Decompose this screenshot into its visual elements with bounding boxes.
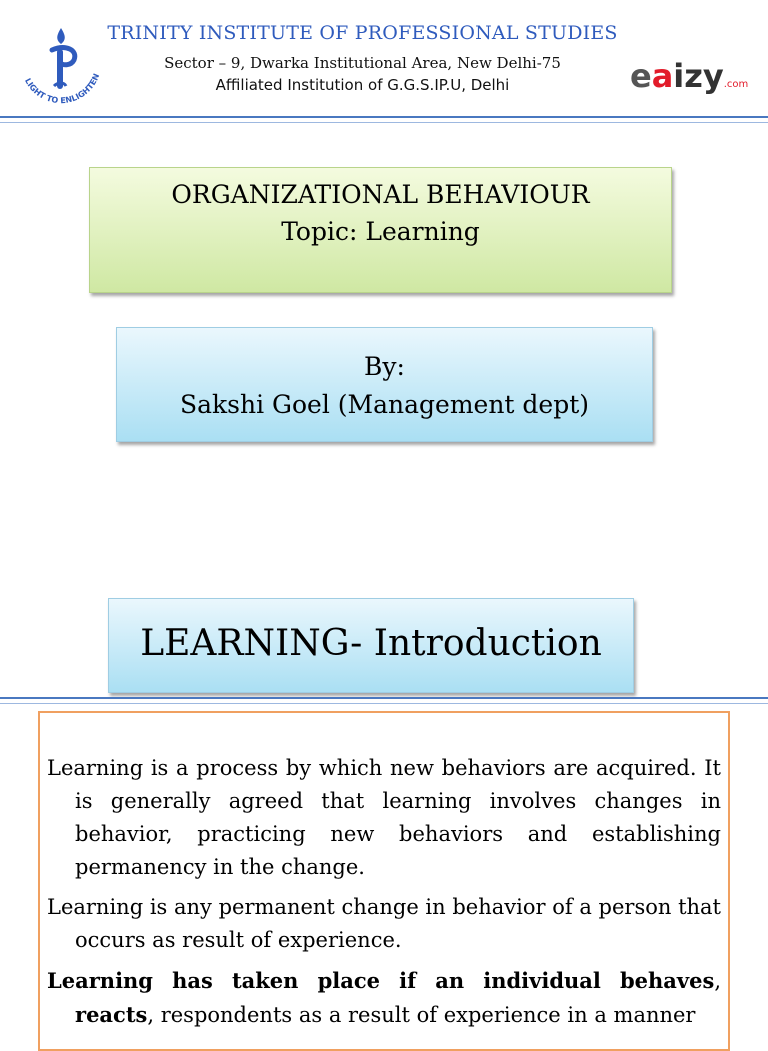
section-title-box: LEARNING- Introduction: [108, 598, 634, 693]
logo-tagline: LIGHT TO ENLIGHTEN: [22, 72, 102, 106]
slide-divider: [0, 697, 768, 704]
institute-header: [0, 0, 768, 118]
title-box: [89, 167, 672, 293]
paragraph-1: Learning is a process by which new behaviors are acquired. It is generally agreed that learning involves changes in behavior, practicing new behaviors and establishing permanency in the change.: [47, 756, 721, 879]
institute-affiliation: Affiliated Institution of G.G.S.IP.U, Delhi: [215, 76, 510, 94]
paragraph-3: Learning has taken place if an individual behaves, reacts, respondents as a result of experience in a manner: [47, 968, 721, 1027]
header-divider: [0, 116, 768, 123]
institute-logo: [16, 22, 106, 108]
institute-name: TRINITY INSTITUTE OF PROFESSIONAL STUDIES: [107, 22, 618, 44]
eaizy-logo: eaizy.com: [630, 57, 749, 95]
topic-title: Topic: Learning: [281, 217, 480, 246]
institute-address: Sector – 9, Dwarka Institutional Area, New Delhi-75: [164, 54, 561, 72]
author-name: Sakshi Goel (Management dept): [179, 390, 590, 419]
author-box: [116, 327, 653, 442]
author-label: By:: [364, 352, 405, 381]
course-title: ORGANIZATIONAL BEHAVIOUR: [171, 180, 590, 209]
paragraph-2: Learning is any permanent change in behavior of a person that occurs as result of experience.: [47, 895, 721, 952]
